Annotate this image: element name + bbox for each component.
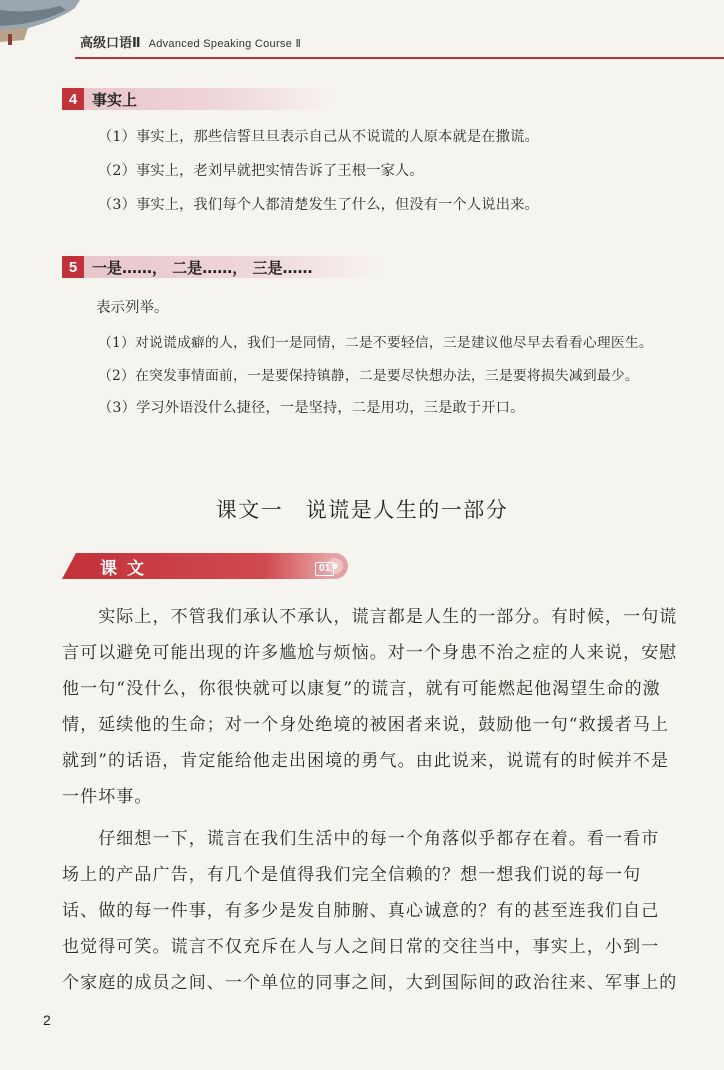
- running-head: [80, 32, 301, 52]
- audio-track-tag: 01: [315, 562, 334, 576]
- body-line: 话、做的每一件事，有多少是发自肺腑、真心诚意的？有的甚至连我们自己: [62, 901, 660, 921]
- text-banner-label: 课文: [100, 559, 154, 579]
- lesson-title: 课文一 说谎是人生的一部分: [215, 498, 509, 522]
- example-line: （2）事实上，老刘早就把实情告诉了王根一家人。: [98, 163, 424, 179]
- body-line: 也觉得可笑。谎言不仅充斥在人与人之间日常的交往当中，事实上，小到一: [62, 937, 660, 957]
- usage-note: 表示列举。: [96, 300, 169, 316]
- body-line: 就到”的话语，肯定能给他走出困境的勇气。由此说来，说谎有的时候并不是: [62, 751, 670, 771]
- body-line: 一件坏事。: [62, 787, 153, 807]
- example-line: （2）在突发事情面前，一是要保持镇静，二是要尽快想办法，三是要将损失减到最少。: [98, 368, 639, 384]
- body-line: 场上的产品广告，有几个是值得我们完全信赖的？想一想我们说的每一句: [62, 865, 642, 885]
- pagoda-roof-icon: [0, 0, 90, 45]
- book-title-cn: 高级口语Ⅱ: [80, 36, 141, 51]
- example-line: （3）学习外语没什么捷径，一是坚持，二是用功，三是敢于开口。: [98, 400, 525, 416]
- body-line: 言可以避免可能出现的许多尴尬与烦恼。对一个身患不治之症的人来说，安慰: [62, 643, 678, 663]
- header-rule: [75, 57, 724, 59]
- example-line: （3）事实上，我们每个人都清楚发生了什么，但没有一个人说出来。: [98, 197, 539, 213]
- section-5-heading: [62, 256, 382, 278]
- section-title: 一是……， 二是……， 三是……: [92, 258, 313, 277]
- example-line: （1）事实上，那些信誓旦旦表示自己从不说谎的人原本就是在撒谎。: [98, 129, 539, 145]
- page-number: 2: [43, 1012, 51, 1028]
- body-line: 情，延续他的生命；对一个身处绝境的被困者来说，鼓励他一句“救援者马上: [62, 715, 670, 735]
- section-number: 4: [62, 88, 84, 110]
- body-line: 个家庭的成员之间、一个单位的同事之间，大到国际间的政治往来、军事上的: [62, 973, 678, 993]
- body-line: 他一句“没什么，你很快就可以康复”的谎言，就有可能燃起他渴望生命的激: [62, 679, 661, 699]
- section-number: 5: [62, 256, 84, 278]
- section-title: 事实上: [92, 90, 138, 109]
- section-4-heading: [62, 88, 332, 110]
- body-line: 实际上，不管我们承认不承认，谎言都是人生的一部分。有时候，一句谎: [62, 607, 678, 627]
- book-title-en: Advanced Speaking Course Ⅱ: [148, 38, 302, 50]
- example-line: （1）对说谎成癖的人，我们一是同情，二是不要轻信，三是建议他尽早去看看心理医生。: [98, 335, 653, 351]
- body-line: 仔细想一下，谎言在我们生活中的每一个角落似乎都存在着。看一看市: [62, 829, 660, 849]
